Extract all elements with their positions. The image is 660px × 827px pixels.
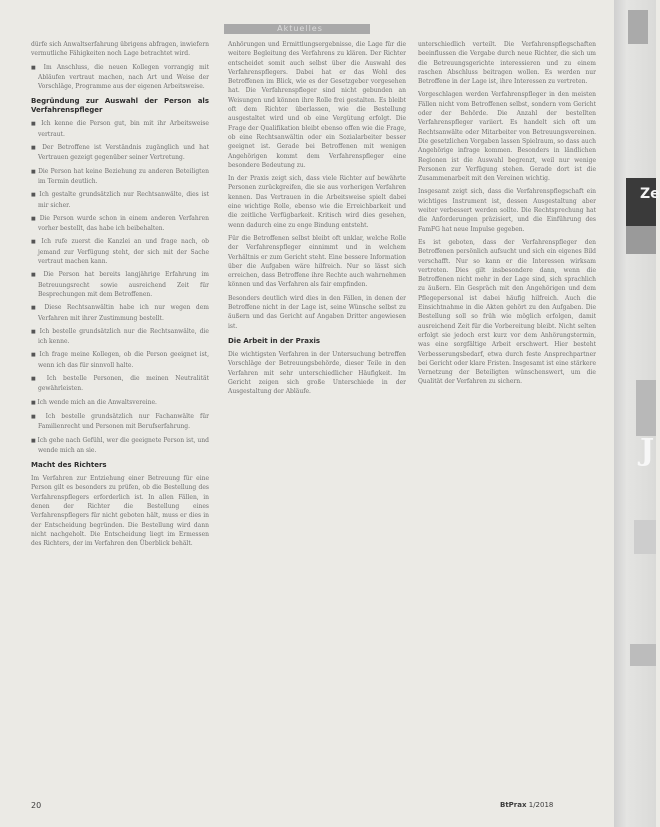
bullet-item: ■ Ich frage meine Kollegen, ob die Person geeignet ist, wenn ich das für sinnvoll halte. <box>31 350 209 370</box>
paragraph: Die wichtigsten Verfahren in der Untersuchung betreffen Vorschläge der Betreuungsbehörde, dieser Teile in den Verfahren mit sehr unterschiedlicher Häufigkeit. Im Gericht zeigen sich große Unterschiede in der Ausgestaltung der Abläufe. <box>228 350 406 396</box>
text-column-3 <box>418 40 596 800</box>
bullet-item: ■ Der Betroffene ist Verständnis zugänglich und hat Vertrauen gezeigt gegenüber seiner Vertretung. <box>31 143 209 163</box>
bullet-item: ■ Die Person hat keine Beziehung zu anderen Beteiligten im Termin deutlich. <box>31 167 209 187</box>
paragraph: Besonders deutlich wird dies in den Fällen, in denen der Betroffene nicht in der Lage ist, seine Wünsche selbst zu äußern und das Gericht auf Angaben Dritter angewiesen ist. <box>228 294 406 330</box>
section-heading: Begründung zur Auswahl der Person als Verfahrenspfleger <box>31 97 209 115</box>
journal-footer <box>500 801 553 809</box>
margin-block <box>634 520 656 554</box>
side-initial: J <box>640 433 655 468</box>
margin-block <box>630 644 656 666</box>
margin-block <box>636 380 656 436</box>
section-heading: Die Arbeit in der Praxis <box>228 336 321 345</box>
page-number: 20 <box>31 801 42 810</box>
margin-block <box>628 10 648 44</box>
bullet-item: ■ Ich kenne die Person gut, bin mit ihr Arbeitsweise vertraut. <box>31 119 209 139</box>
bullet-item: ■ Ich rufe zuerst die Kanzlei an und frage nach, ob jemand zur Verfügung steht, der sich mit der Sache vertraut machen kann. <box>31 237 209 266</box>
bullet-item: ■ Ich gestalte grundsätzlich nur Rechtsanwälte, dies ist mir sicher. <box>31 190 209 210</box>
paragraph: Es ist geboten, dass der Verfahrenspfleger den Betroffenen persönlich aufsucht und sich ein eigenes Bild verschafft. Nur so kann er die Interessen wirksam vertreten. Dies gilt insbesondere dann, wenn die Betroffenen nicht mehr in der Lage sind, sich sprachlich zu äußern. Ein Gespräch mit den Angehörigen und dem Pflegepersonal ist dabei häufig hilfreich. Auch die Einsichtnahme in die Akten gehört zu den Aufgaben. Die Bestellung soll so früh wie möglich erfolgen, damit ausreichend Zeit für die Vorbereitung bleibt. Nicht selten erfolgt sie jedoch erst kurz vor dem Anhörungstermin, was eine sorgfältige Arbeit erschwert. Hier besteht Verbesserungsbedarf, etwa durch feste Ansprechpartner bei Gericht oder klare Fristen. Insgesamt ist eine stärkere Vernetzung der Beteiligten wünschenswert, um die Qualität der Verfahren zu sichern. <box>418 238 596 386</box>
bullet-item: ■ Ich bestelle Personen, die meinen Neutralität gewährleisten. <box>31 374 209 394</box>
journal-issue: 1/2018 <box>528 801 554 809</box>
text-column-1 <box>31 40 209 800</box>
paragraph: Insgesamt zeigt sich, dass die Verfahrenspflegschaft ein wichtiges Instrument ist, dessen Ausgestaltung aber weiter verbessert werden sollte. Die Rechtsprechung hat die Anforderungen präzisiert, und die Einführung des FamFG hat neue Impulse gegeben. <box>418 188 596 233</box>
text-column-2 <box>228 40 406 800</box>
paragraph: Für die Betroffenen selbst bleibt oft unklar, welche Rolle der Verfahrenspfleger einnimmt und in welchem Verhältnis er zum Gericht steht. Eine bessere Information über die Aufgaben wäre hilfreich. Nur so lässt sich erreichen, dass Betroffene ihre Rechte auch wahrnehmen können und das Verfahren als fair empfinden. <box>228 234 406 289</box>
bullet-item: ■ Diese Rechtsanwältin habe ich nur wegen dem Verfahren mit ihrer Zustimmung bestellt. <box>31 303 209 323</box>
margin-block <box>626 226 656 254</box>
paragraph: Im Verfahren zur Entziehung einer Betreuung für eine Person gilt es besonders zu prüfen, ob die Bestellung des Verfahrenspflegers erforderlich ist. In allen Fällen, in denen der Richter die Bestellung eines Verfahrenspflegers für nicht geboten hält, muss er dies in der Entscheidung begründen. Die Bestellung wird dann nicht nachgeholt. Die Entscheidung liegt im Ermessen des Richters, der im Verfahren den Überblick behält. <box>31 475 209 548</box>
bullet-item: ■ Im Anschluss, die neuen Kollegen vorrangig mit Abläufen vertraut machen, nach Art und Weise der Vorschläge, Programme aus der eigenen Arbeitsweise. <box>31 63 209 92</box>
bullet-item: ■ Ich bestelle grundsätzlich nur Fachanwälte für Familienrecht und Personen mit Berufserfahrung. <box>31 412 209 432</box>
bullet-item: ■ Die Person hat bereits langjährige Erfahrung im Betreuungsrecht sowie ausreichend Zeit für Besprechungen mit dem Betroffenen. <box>31 270 209 299</box>
section-header: Aktuelles <box>277 24 323 33</box>
section-heading: Macht des Richters <box>31 461 107 470</box>
bullet-item: ■ Ich bestelle grundsätzlich nur die Rechtsanwälte, die ich kenne. <box>31 327 209 347</box>
bullet-item: ■ Die Person wurde schon in einem anderen Verfahren vorher bestellt, das habe ich beibehalten. <box>31 214 209 234</box>
paragraph: In der Praxis zeigt sich, dass viele Richter auf bewährte Personen zurückgreifen, die sie aus vorherigen Verfahren kennen. Das Vertrauen in die Arbeitsweise spielt dabei eine wichtige Rolle, ebenso wie die Erreichbarkeit und die zeitliche Verfügbarkeit. Kritisch wird dies gesehen, wenn dadurch eine zu enge Bindung entsteht. <box>228 175 406 229</box>
paragraph: unterschiedlich verteilt. Die Verfahrenspflegschaften beeinflussen die Vergabe durch neue Richter, die sich um die Betreuungsgerichte interessieren und zu einem raschen Abschluss beitragen wollen. Es werden nur Betroffene in der Lage ist, ihre Interessen zu vertreten. <box>418 41 596 86</box>
side-label: Ze <box>640 186 660 202</box>
journal-name: BtPrax <box>500 801 527 809</box>
bullet-item: ■ Ich gehe nach Gefühl, wer die geeignete Person ist, und wende mich an sie. <box>31 436 209 456</box>
bullet-item: ■ Ich wende mich an die Anwaltsvereine. <box>31 398 209 408</box>
paragraph: Vorgeschlagen werden Verfahrenspfleger in den meisten Fällen nicht vom Betroffenen selbst, sondern vom Gericht oder der Behörde. Die Anzahl der bestellten Verfahrenspfleger variiert. Es handelt sich oft um Rechtsanwälte oder Mitarbeiter von Betreuungsvereinen. Die gesetzlichen Vorgaben lassen Spielraum, so dass auch Angehörige infrage kommen. Besonders in ländlichen Regionen ist die Auswahl begrenzt, weil nur wenige Personen zur Verfügung stehen. Gerade dort ist die Zusammenarbeit mit den Vereinen wichtig. <box>418 91 596 183</box>
paragraph: Anhörungen und Ermittlungsergebnisse, die Lage für die weitere Begleitung des Verfahrens zu klären. Der Richter entscheidet somit auch selbst über die Auswahl des Verfahrenspflegers. Dabei hat er das Wohl des Betroffenen im Blick, wie es der Gesetzgeber vorgesehen hat. Die Verfahrenspfleger sind nicht gebunden an Weisungen und können ihre Rolle frei gestalten. Es bleibt oft dem Richter überlassen, wie die Bestellung ausgestaltet wird und ob eine Vergütung erfolgt. Die Frage der Qualifikation bleibt ebenso offen wie die Frage, ob eine Rechtsanwältin oder ein Sozialarbeiter besser geeignet ist. Gerade bei Betroffenen mit wenigen Angehörigen kommt dem Verfahrenspfleger eine besondere Bedeutung zu. <box>228 41 406 169</box>
paragraph: dürfe sich Anwaltserfahrung übrigens abfragen, inwiefern vermutliche Fähigkeiten noch Lage betrachtet wird. <box>31 41 209 58</box>
